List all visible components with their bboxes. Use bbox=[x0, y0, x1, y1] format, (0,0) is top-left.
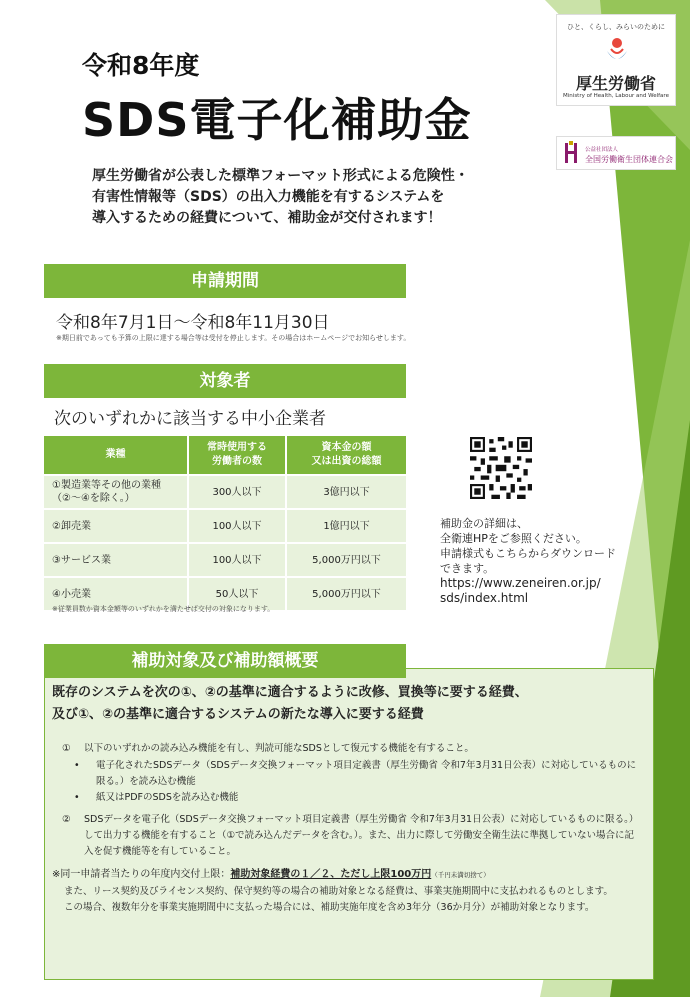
grant-limit-amount: 補助対象経費の１／２、ただし上限100万円 bbox=[230, 869, 432, 880]
table-row bbox=[44, 544, 406, 578]
table-header-row bbox=[44, 436, 406, 476]
mhlw-logo bbox=[556, 14, 676, 106]
mhlw-tagline: ひと、くらし、みらいのために bbox=[567, 23, 665, 31]
target-heading: 対象者 bbox=[44, 364, 406, 398]
eligibility-table bbox=[44, 436, 406, 612]
info-line: できます。 bbox=[440, 562, 495, 575]
page-title: SDS電子化補助金 bbox=[82, 93, 472, 147]
intro-line: 導入するための経費について、補助金が交付されます！ bbox=[92, 210, 442, 226]
criterion-2 bbox=[62, 812, 642, 860]
criterion-1 bbox=[62, 741, 642, 757]
period-note: ※期日前であっても予算の上限に達する場合等は受付を停止します。その場合はホームページでお知らせします。 bbox=[56, 334, 411, 342]
column-header-workers: 常時使用する 労働者の数 bbox=[189, 436, 287, 476]
zeneiren-name: 全国労働衛生団体連合会 bbox=[585, 155, 673, 164]
intro-line: 厚生労働省が公表した標準フォーマット形式による危険性・ bbox=[92, 168, 469, 184]
cell-capital: 5,000万円以下 bbox=[287, 544, 406, 578]
cell-industry: ①製造業等その他の業種 （②～④を除く。） bbox=[44, 476, 189, 510]
criterion-2-text: SDSデータを電子化（SDSデータ交換フォーマット項目定義書（厚生労働省 令和7年3月31日公表）に対応しているものに限る。）して出力する機能を有すること（①で読み込んだデータを含む。）。また、出力に際して労働安全衛生法に準拠していない場合に記入を促す機能等を有していること。 bbox=[84, 814, 639, 857]
cell-workers: 100人以下 bbox=[189, 544, 287, 578]
info-text bbox=[440, 516, 640, 606]
summary-lead-line: 既存のシステムを次の①、②の基準に適合するように改修、買換等に要する経費、 bbox=[52, 685, 528, 700]
info-line: 全衛連HPをご参照ください。 bbox=[440, 532, 587, 545]
info-line: 申請様式もこちらからダウンロード bbox=[440, 547, 616, 560]
cell-industry: ③サービス業 bbox=[44, 544, 189, 578]
grant-limit-note bbox=[52, 866, 652, 884]
column-header-capital: 資本金の額 又は出資の総額 bbox=[287, 436, 406, 476]
cell-workers: 50人以下 bbox=[189, 578, 287, 612]
mhlw-name-en: Ministry of Health, Labour and Welfare bbox=[563, 93, 669, 99]
cell-industry: ②卸売業 bbox=[44, 510, 189, 544]
cell-workers: 100人以下 bbox=[189, 510, 287, 544]
criterion-1-bullet-text: 紙又はPDFのSDSを読み込む機能 bbox=[96, 792, 239, 803]
bullet-icon: • bbox=[74, 760, 80, 771]
summary-heading: 補助対象及び補助額概要 bbox=[44, 644, 406, 678]
bullet-icon: • bbox=[74, 792, 80, 803]
cell-capital: 3億円以下 bbox=[287, 476, 406, 510]
mhlw-emblem-icon bbox=[605, 37, 629, 65]
intro-text bbox=[92, 166, 492, 229]
column-header-industry: 業種 bbox=[44, 436, 189, 476]
cell-capital: 1億円以下 bbox=[287, 510, 406, 544]
lease-note-line: また、リース契約及びライセンス契約、保守契約等の場合の補助対象となる経費は、事業実施期間中に支払われるものとします。 bbox=[64, 886, 613, 897]
table-row bbox=[44, 476, 406, 510]
info-line: 補助金の詳細は、 bbox=[440, 517, 528, 530]
website-link[interactable]: https://www.zeneiren.or.jp/ bbox=[440, 576, 601, 590]
qr-code-icon[interactable] bbox=[470, 437, 532, 499]
summary-lead-line: 及び①、②の基準に適合するシステムの新たな導入に要する経費 bbox=[52, 707, 424, 722]
mhlw-name: 厚生労働省 bbox=[575, 74, 656, 93]
criterion-1-bullet bbox=[74, 790, 642, 806]
summary-lead bbox=[52, 682, 642, 726]
zeneiren-logo bbox=[556, 136, 676, 170]
zeneiren-emblem-icon bbox=[563, 141, 579, 165]
lease-note bbox=[64, 884, 648, 916]
zeneiren-sub: 公益社団法人 bbox=[585, 147, 619, 153]
grant-limit-rounding: （千円未満切捨て） bbox=[431, 871, 490, 879]
target-note: ※従業員数か資本金額等のいずれかを満たせば交付の対象になります。 bbox=[52, 605, 275, 613]
lease-note-line: この場合、複数年分を事業実施期間中に支払った場合には、補助実施年度を含め3年分（36か月分）が補助対象となります。 bbox=[64, 902, 595, 913]
period-heading: 申請期間 bbox=[44, 264, 406, 298]
criterion-1-text: 以下のいずれかの読み込み機能を有し、判読可能なSDSとして復元する機能を有すること。 bbox=[84, 743, 474, 754]
target-lead: 次のいずれかに該当する中小企業者 bbox=[54, 409, 326, 429]
criterion-1-mark: ① bbox=[62, 743, 71, 754]
cell-capital: 5,000万円以下 bbox=[287, 578, 406, 612]
criterion-1-bullet bbox=[74, 758, 642, 790]
application-period: 令和8年7月1日～令和8年11月30日 bbox=[56, 313, 330, 333]
criterion-2-mark: ② bbox=[62, 814, 71, 825]
intro-line: 有害性情報等（SDS）の出入力機能を有するシステムを bbox=[92, 189, 445, 205]
fiscal-year: 令和8年度 bbox=[82, 51, 200, 80]
table-row bbox=[44, 510, 406, 544]
grant-limit-prefix: ※同一申請者当たりの年度内交付上限： bbox=[52, 869, 231, 880]
website-link-path[interactable]: sds/index.html bbox=[440, 591, 529, 605]
cell-industry: ④小売業 bbox=[44, 578, 189, 612]
cell-workers: 300人以下 bbox=[189, 476, 287, 510]
criterion-1-bullet-text: 電子化されたSDSデータ（SDSデータ交換フォーマット項目定義書（厚生労働省 令和7年3月31日公表）に対応しているものに限る。）を読み込む機能 bbox=[96, 760, 637, 787]
